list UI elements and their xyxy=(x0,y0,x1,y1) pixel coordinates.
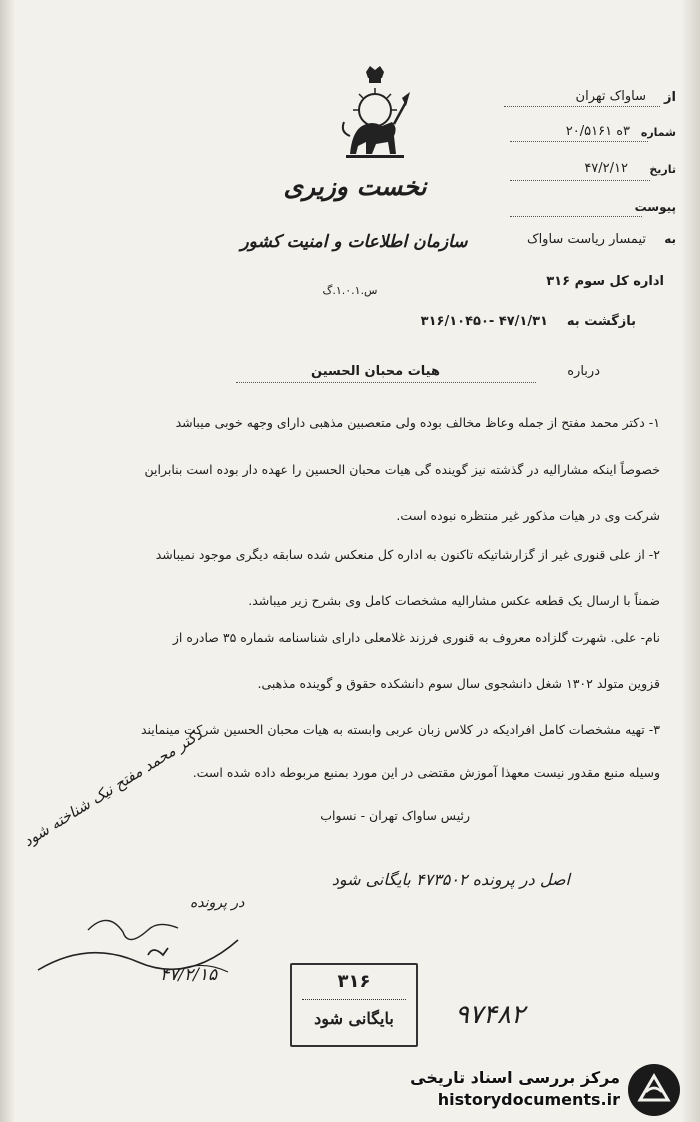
paragraph-2-line-3: نام- علی. شهرت گلزاده معروف به قنوری فرزند غلامعلی دارای شناسنامه شماره ۳۵ صادره از xyxy=(172,630,660,645)
organization-name: سازمان اطلاعات و امنیت کشور xyxy=(240,232,468,252)
date-label: تاریخ xyxy=(649,163,676,176)
stamp-divider xyxy=(302,999,406,1000)
paragraph-2-line-2: ضمناً با ارسال یک قطعه عکس مشارالیه مشخصات کامل وی بشرح زیر میباشد. xyxy=(248,593,660,608)
signature-block: رئیس ساواک تهران - نسواب xyxy=(320,808,470,823)
handwritten-archive-note: اصل در پرونده ۴۷۳۵۰۲ بایگانی شود xyxy=(331,870,570,889)
document-header-title: نخست وزیری xyxy=(283,172,427,201)
paragraph-2-line-4: قزوین متولد ۱۳۰۲ شغل دانشجوی سال سوم دانشکده حقوق و گوینده مذهبی. xyxy=(257,676,660,691)
archive-stamp xyxy=(290,963,418,1047)
reference-code: س.۱.۰.۱.گ xyxy=(322,284,378,297)
from-label: از xyxy=(664,90,676,105)
stamp-text: بایگانی شود xyxy=(314,1009,394,1028)
from-line xyxy=(504,106,660,107)
paragraph-2-line-1: ۲- از علی قنوری غیر از گزارشاتیکه تاکنون به اداره کل منعکس شده سابقه دیگری موجود نمیباشد xyxy=(155,547,660,562)
to-department: اداره کل سوم ۳۱۶ xyxy=(546,274,664,289)
history-documents-logo-icon xyxy=(626,1062,682,1118)
attachment-label: پیوست xyxy=(634,200,676,214)
to-label: به xyxy=(664,232,676,246)
number-value: ۳ه ۲۰/۵۱۶۱ xyxy=(565,124,630,139)
from-value: ساواک تهران xyxy=(575,89,646,104)
scan-edge-left xyxy=(0,0,14,1122)
scan-edge-right xyxy=(682,0,700,1122)
subject-label: درباره xyxy=(567,364,600,379)
number-line xyxy=(510,141,648,142)
paragraph-3-line-1: ۳- تهیه مشخصات کامل افرادیکه در کلاس زبان عربی وابسته به هیات محبان الحسین شرکت مینمایند xyxy=(140,722,660,737)
reply-label: بازگشت به xyxy=(566,314,636,329)
stamp-number: ۳۱۶ xyxy=(337,971,371,992)
date-line xyxy=(510,180,650,181)
watermark-site-link[interactable]: historydocuments.ir xyxy=(437,1090,620,1109)
to-value: تیمسار ریاست ساواک xyxy=(526,232,646,247)
subject-value: هیات محبان الحسین xyxy=(311,364,440,379)
watermark-title: مرکز بررسی اسناد تاریخی xyxy=(410,1068,620,1087)
handwritten-archive-number: ۹۷۴۸۲ xyxy=(455,1000,525,1030)
date-value: ۴۷/۲/۱۲ xyxy=(584,161,628,176)
lion-and-sun-emblem-icon xyxy=(336,62,414,166)
paragraph-1-line-3: شرکت وی در هیات مذکور غیر منتظره نبوده است. xyxy=(396,508,660,523)
handwritten-date: ۴۷/۲/۱۵ xyxy=(160,965,218,985)
paragraph-1-line-2: خصوصاً اینکه مشارالیه در گذشته نیز گوینده گی هیات محبان الحسین را عهده دار بوده است بنابراین xyxy=(144,462,660,477)
paragraph-3-line-2: وسیله منبع مقدور نیست معهذا آموزش مقتضی در این مورد بمنبع مربوطه داده شده است. xyxy=(192,765,660,780)
subject-line xyxy=(236,382,536,383)
handwritten-signature-scribble xyxy=(28,900,278,980)
paragraph-1-line-1: ۱- دکتر محمد مفتح از جمله وعاظ مخالف بوده ولی متعصبین مذهبی دارای وجهه خوبی میباشد xyxy=(175,415,660,430)
handwritten-margin-note: دکتر محمد مفتح نیک شناخته شود xyxy=(20,725,206,851)
attachment-line xyxy=(510,216,642,217)
reply-value: ۳۱۶/۱۰۴۵۰- ۴۷/۱/۳۱ xyxy=(420,314,548,329)
handwritten-file-note: در پرونده xyxy=(190,895,245,911)
number-label: شماره xyxy=(640,126,676,139)
